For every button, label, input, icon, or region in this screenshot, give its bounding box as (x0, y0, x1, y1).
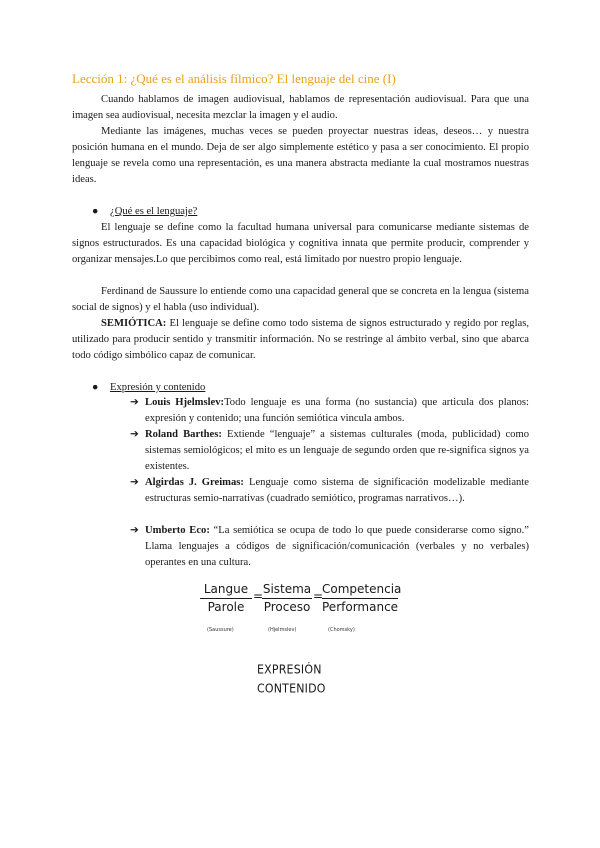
note-chomsky: (Chomsky) (328, 627, 355, 633)
lesson-title: Lección 1: ¿Qué es el análisis fílmico? El lenguaje del cine (I) (72, 71, 396, 86)
author-name: Algirdas J. Greimas: (145, 477, 244, 488)
bullet-icon: ● (92, 206, 99, 217)
section-heading-label: Expresión y contenido (110, 382, 206, 393)
caption-expresion: EXPRESIÓN (257, 662, 322, 677)
intro-paragraph-2: Mediante las imágenes, muchas veces se pueden proyectar nuestras ideas, deseos… y nuestra posición humana en el mundo. Deja de ser algo simplemente estético y pasa a ser conocimiento. El propio lenguaje se revela como una representación, es una manera abstracta mediante la cual mostramos nuestras ideas. (72, 126, 529, 185)
fraction-denominator: Proceso (263, 600, 311, 614)
section-heading-label: ¿Qué es el lenguaje? (110, 206, 198, 217)
author-description: Extiende “lenguaje” a sistemas culturales (moda, publicidad) como sistemas semiológicos; el mito es un lenguaje de segundo orden que re-significa signos ya existentes. (145, 429, 529, 472)
note-hjelmslev: (Hjelmslev) (268, 627, 297, 633)
fraction-denominator: Parole (207, 600, 245, 614)
fraction-bar (322, 598, 398, 599)
author-description: Lenguaje como sistema de significación modelizable mediante estructuras semio-narrativas (cuadrado semiótico, programas narrativos…). (145, 477, 529, 504)
fraction-numerator: Sistema (262, 582, 312, 596)
caption-contenido: CONTENIDO (257, 681, 326, 696)
author-name: Louis Hjelmslev: (145, 397, 225, 408)
list-item (130, 427, 529, 475)
list-item (130, 395, 529, 427)
arrow-icon: ➔ (130, 429, 139, 440)
author-name: Roland Barthes: (145, 429, 222, 440)
fraction-denominator: Performance (322, 600, 399, 614)
fraction-numerator: Competencia (322, 582, 402, 596)
author-description: Todo lenguaje es una forma (no sustancia) que articula dos planos: expresión y contenido; una función semiótica vincula ambos. (145, 397, 529, 424)
semiotics-paragraph (72, 316, 529, 364)
list-item (130, 523, 529, 571)
list-item (130, 475, 529, 507)
fraction-sistema-proceso (262, 582, 312, 615)
equals-sign: = (253, 589, 264, 603)
bullet-icon: ● (92, 382, 99, 393)
fraction-langue-parole (200, 582, 252, 615)
semiotics-term: SEMIÓTICA: (101, 318, 167, 329)
intro-paragraph-1: Cuando hablamos de imagen audiovisual, hablamos de representación audiovisual. Para que una imagen sea audiovisual, necesita mezclar la imagen y el audio. (72, 94, 529, 121)
language-paragraph-2: Ferdinand de Saussure lo entiende como una capacidad general que se concreta en la lengua (sistema social de signos) y el habla (uso individual). (72, 286, 529, 313)
note-saussure: (Saussure) (207, 627, 234, 633)
language-paragraph-1: El lenguaje se define como la facultad humana universal para comunicarse mediante sistemas de signos estructurados. Es una capacidad biológica y cognitiva innata que permite producir, comprender y organizar mensajes.Lo que percibimos como real, está limitado por nuestro propio lenguaje. (72, 222, 529, 265)
semiotics-definition: El lenguaje se define como todo sistema de signos estructurado y regido por reglas, utilizado para producir sentido y transmitir información. No se restringe al ámbito verbal, sino que abarca todo código simbólico capaz de comunicar. (72, 318, 529, 361)
fraction-numerator: Langue (203, 582, 249, 596)
equals-sign: = (313, 589, 324, 603)
fraction-bar (262, 598, 312, 599)
arrow-icon: ➔ (130, 525, 139, 536)
arrow-icon: ➔ (130, 477, 139, 488)
author-description: “La semiótica se ocupa de todo lo que puede considerarse como signo.” Llama lenguajes a códigos de significación/comunicación (verbales y no verbales) operantes en una cultura. (145, 525, 529, 568)
langue-parole-equation (200, 582, 410, 642)
fraction-bar (200, 598, 252, 599)
arrow-icon: ➔ (130, 397, 139, 408)
author-name: Umberto Eco: (145, 525, 210, 536)
fraction-competencia-performance (322, 582, 402, 615)
